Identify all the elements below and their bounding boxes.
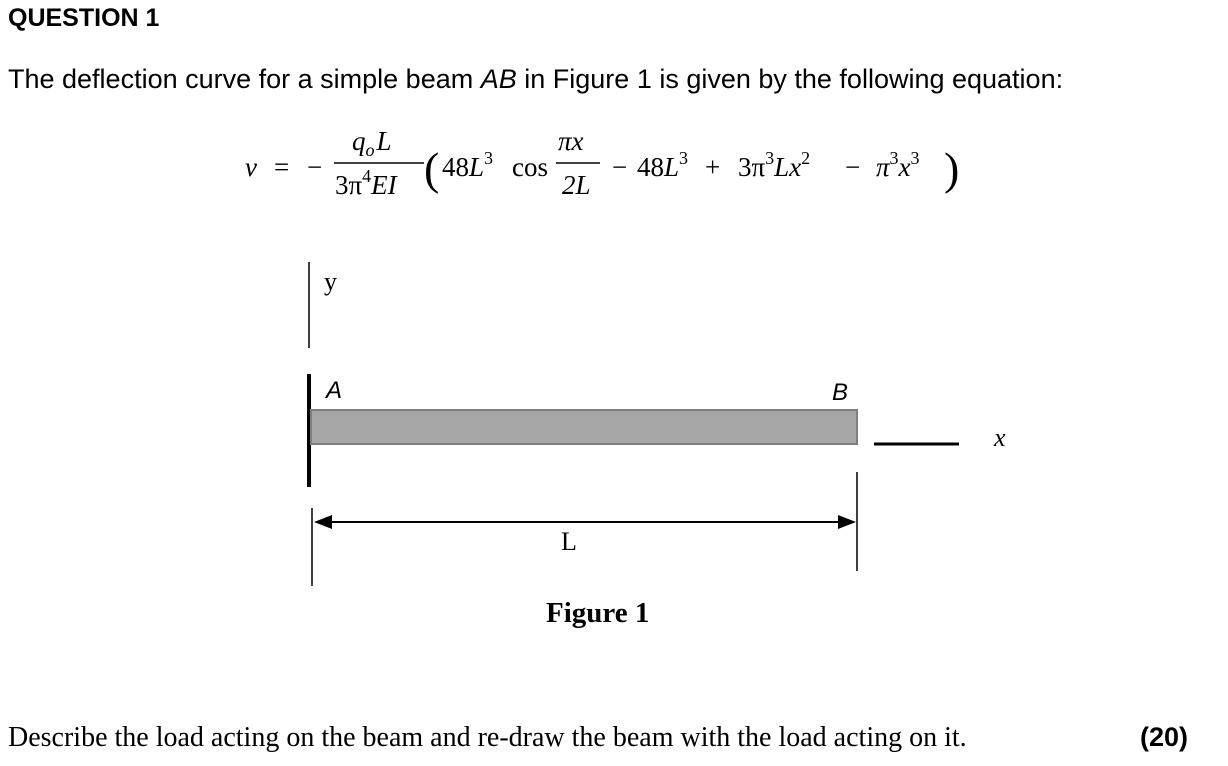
eq-op-plus: + [705,152,721,182]
question-task-text: Describe the load acting on the beam and re-draw the beam with the load acting on it. [8,722,967,753]
eq-op-minus2: − [845,152,861,182]
eq-frac1-num: $q_oL$ [352,126,392,160]
marks-label: (20) [1140,722,1189,752]
deflection-equation [0,118,1228,208]
intro-before: The deflection curve for a simple beam [8,64,481,94]
eq-term1: $48L^3$ [442,148,494,182]
eq-op-minus1: − [612,152,628,182]
beam [311,410,857,444]
eq-term4: $\pi^3x^3$ [876,148,920,182]
eq-term3: $3\pi^3Lx^2$ [738,148,811,182]
eq-term2: $48L^3$ [637,148,689,182]
figure-caption: Figure 1 [546,597,650,629]
eq-equals: = [274,152,290,182]
eq-lhs: v [245,152,257,182]
x-axis-label: x [994,423,1006,452]
figure-1 [0,250,1228,650]
y-axis-label: y [324,267,337,296]
eq-minus: − [307,152,323,182]
question-heading: QUESTION 1 [8,4,160,32]
label-a: A [326,377,343,404]
eq-frac2-num: πx [558,126,584,156]
label-b: B [832,379,849,406]
intro-beam-label: AB [480,64,517,94]
dim-arrow-right [838,515,856,529]
length-label: L [561,527,577,556]
eq-paren-close: ) [944,143,960,194]
intro-text [8,64,1063,95]
intro-after: in Figure 1 is given by the following equation: [516,64,1064,94]
dim-arrow-left [314,515,332,529]
eq-cos: cos [512,152,548,182]
eq-frac2-den: 2L [562,170,591,200]
eq-frac1-den: $3\pi^4EI$ [335,166,397,200]
eq-paren-open: ( [424,143,440,194]
